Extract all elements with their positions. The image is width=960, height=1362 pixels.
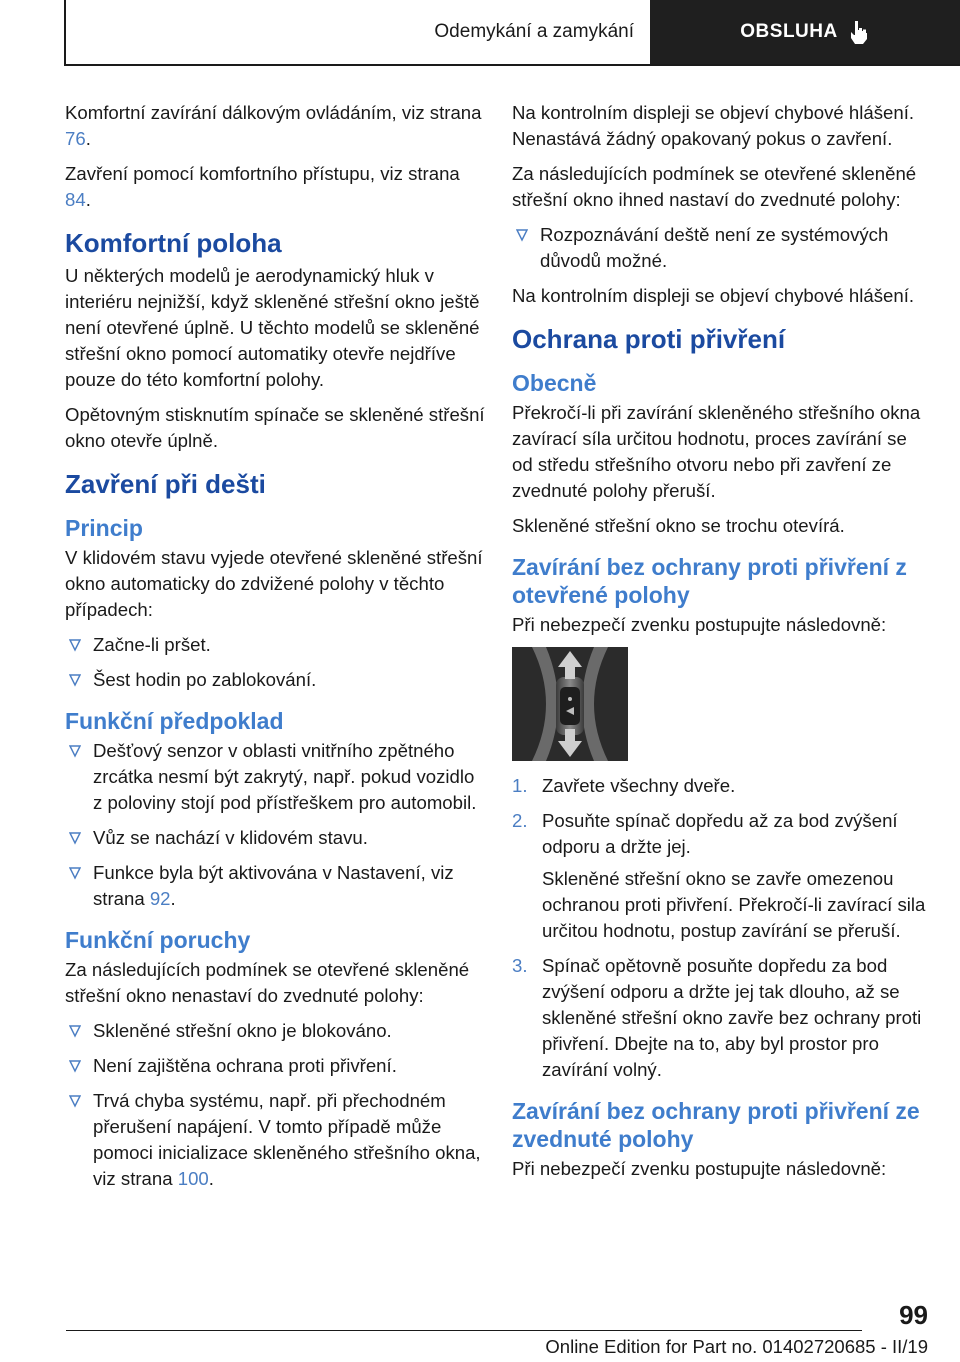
footer-rule <box>66 1330 862 1331</box>
paragraph: Překročí-li při zavírání skleněného střešního okna zavírací síla určitou hodnotu, proces zavírání se od středu střešního otvoru nebo při zavření ze zvednuté polohy přeruší. <box>512 402 921 501</box>
roof-switch-illustration <box>512 647 628 761</box>
triangle-bullet-icon <box>516 228 528 242</box>
heading-zavirani-z-otevrene: Zavírání bez ochrany proti přivření z otevřené polohy <box>512 554 907 608</box>
chapter-tab[interactable] <box>650 0 960 64</box>
triangle-bullet-icon <box>69 1094 81 1108</box>
heading-zavreni-pri-desti: Zavření při dešti <box>65 469 266 499</box>
step-number: 2. <box>512 810 528 831</box>
heading-komfortni-poloha: Komfortní poloha <box>65 228 282 258</box>
bullet-list <box>512 222 932 274</box>
paragraph: Při nebezpečí zvenku postupujte následovně: <box>512 1158 887 1179</box>
page-link[interactable]: 92 <box>149 888 171 909</box>
step-list <box>512 773 932 1083</box>
heading-obecne: Obecně <box>512 370 597 396</box>
heading-princip: Princip <box>65 515 143 541</box>
paragraph: Při nebezpečí zvenku postupujte následovně: <box>512 614 887 635</box>
page-link[interactable]: 100 <box>177 1168 209 1189</box>
step-number: 3. <box>512 955 528 976</box>
list-item: Skleněné střešní okno je blokováno. <box>65 1018 485 1044</box>
heading-funkcni-predpoklad: Funkční předpoklad <box>65 708 284 734</box>
header-rule <box>64 64 960 66</box>
paragraph: Zavření pomocí komfortního přístupu, viz strana 84. <box>65 163 460 210</box>
paragraph: Za následujících podmínek se otevřené skleněné střešní okno ihned nastaví do zvednuté polohy: <box>512 163 917 210</box>
triangle-bullet-icon <box>69 673 81 687</box>
paragraph: U některých modelů je aerodynamický hluk v interiéru nejnižší, když skleněné střešní okno ještě není otevřené úplně. U těchto modelů se skleněné střešní okno pomocí automatiky otevře nejdříve pouze do této komfortní polohy. <box>65 265 480 390</box>
list-item: Rozpoznávání deště není ze systémových důvodů možné. <box>512 222 932 274</box>
page-link[interactable]: 76 <box>65 128 86 149</box>
step-note: Skleněné střešní okno se zavře omezenou ochranou proti přivření. Překročí-li zavírací sila určitou hodnotu, postup zavírání se přeruší. <box>542 868 926 941</box>
page-link[interactable]: 84 <box>65 189 86 210</box>
heading-zavirani-ze-zvednute: Zavírání bez ochrany proti přivření ze zvednuté polohy <box>512 1098 920 1152</box>
paragraph: Komfortní zavírání dálkovým ovládáním, viz strana 76. <box>65 102 482 149</box>
paragraph: Za následujících podmínek se otevřené skleněné střešní okno nenastaví do zvednuté polohy: <box>65 959 470 1006</box>
bullet-list <box>65 632 485 693</box>
triangle-bullet-icon <box>69 831 81 845</box>
section-title: Odemykání a zamykání <box>434 21 634 42</box>
step-item: 1. Zavřete všechny dveře. <box>512 773 932 799</box>
page-number: 99 <box>899 1300 928 1330</box>
paragraph: Skleněné střešní okno se trochu otevírá. <box>512 515 845 536</box>
bullet-list <box>65 738 485 912</box>
paragraph: V klidovém stavu vyjede otevřené skleněné střešní okno automaticky do zdvižené polohy v těchto případech: <box>65 547 483 620</box>
list-item: Funkce byla být aktivována v Nastavení, viz strana 92. <box>65 860 485 912</box>
heading-funkcni-poruchy: Funkční poruchy <box>65 927 251 953</box>
list-item: Šest hodin po zablokování. <box>65 667 485 693</box>
triangle-bullet-icon <box>69 1059 81 1073</box>
triangle-bullet-icon <box>69 744 81 758</box>
step-number: 1. <box>512 775 528 796</box>
step-item: 2. Posuňte spínač dopředu až za bod zvýšení odporu a držte jej. Skleněné střešní okno se zavře omezenou ochranou proti přivření. Překročí-li zavírací sila určitou hodnotu, postup zavírání se přeruší. <box>512 808 932 944</box>
list-item: Není zajištěna ochrana proti přivření. <box>65 1053 485 1079</box>
edition-footer: Online Edition for Part no. 01402720685 - II/19 <box>545 1336 928 1357</box>
left-column <box>65 100 485 1201</box>
hand-pointer-icon <box>848 19 870 45</box>
paragraph: Opětovným stisknutím spínače se skleněné střešní okno otevře úplně. <box>65 404 485 451</box>
roof-switch-icon <box>512 647 628 761</box>
triangle-bullet-icon <box>69 1024 81 1038</box>
paragraph: Na kontrolním displeji se objeví chybové hlášení. Nenastává žádný opakovaný pokus o zavření. <box>512 102 915 149</box>
chapter-tab-label: OBSLUHA <box>740 21 838 42</box>
list-item: Dešťový senzor v oblasti vnitřního zpětného zrcátka nesmí být zakrytý, např. pokud vozidlo z poloviny stojí pod přístřeškem pro automobil. <box>65 738 485 816</box>
triangle-bullet-icon <box>69 866 81 880</box>
heading-ochrana-proti-privreni: Ochrana proti přivření <box>512 324 786 354</box>
triangle-bullet-icon <box>69 638 81 652</box>
list-item: Vůz se nachází v klidovém stavu. <box>65 825 485 851</box>
list-item: Trvá chyba systému, např. při přechodném přerušení napájení. V tomto případě může pomoci inicializace skleněného střešního okna, viz strana 100. <box>65 1088 485 1192</box>
bullet-list <box>65 1018 485 1192</box>
step-item: 3. Spínač opětovně posuňte dopředu za bod zvýšení odporu a držte jej tak dlouho, až se skleněné střešní okno zavře bez ochrany proti přivření. Dbejte na to, aby byl prostor pro zavírání volný. <box>512 955 922 1080</box>
right-column <box>512 100 932 1191</box>
list-item: Začne-li pršet. <box>65 632 485 658</box>
paragraph: Na kontrolním displeji se objeví chybové hlášení. <box>512 285 915 306</box>
